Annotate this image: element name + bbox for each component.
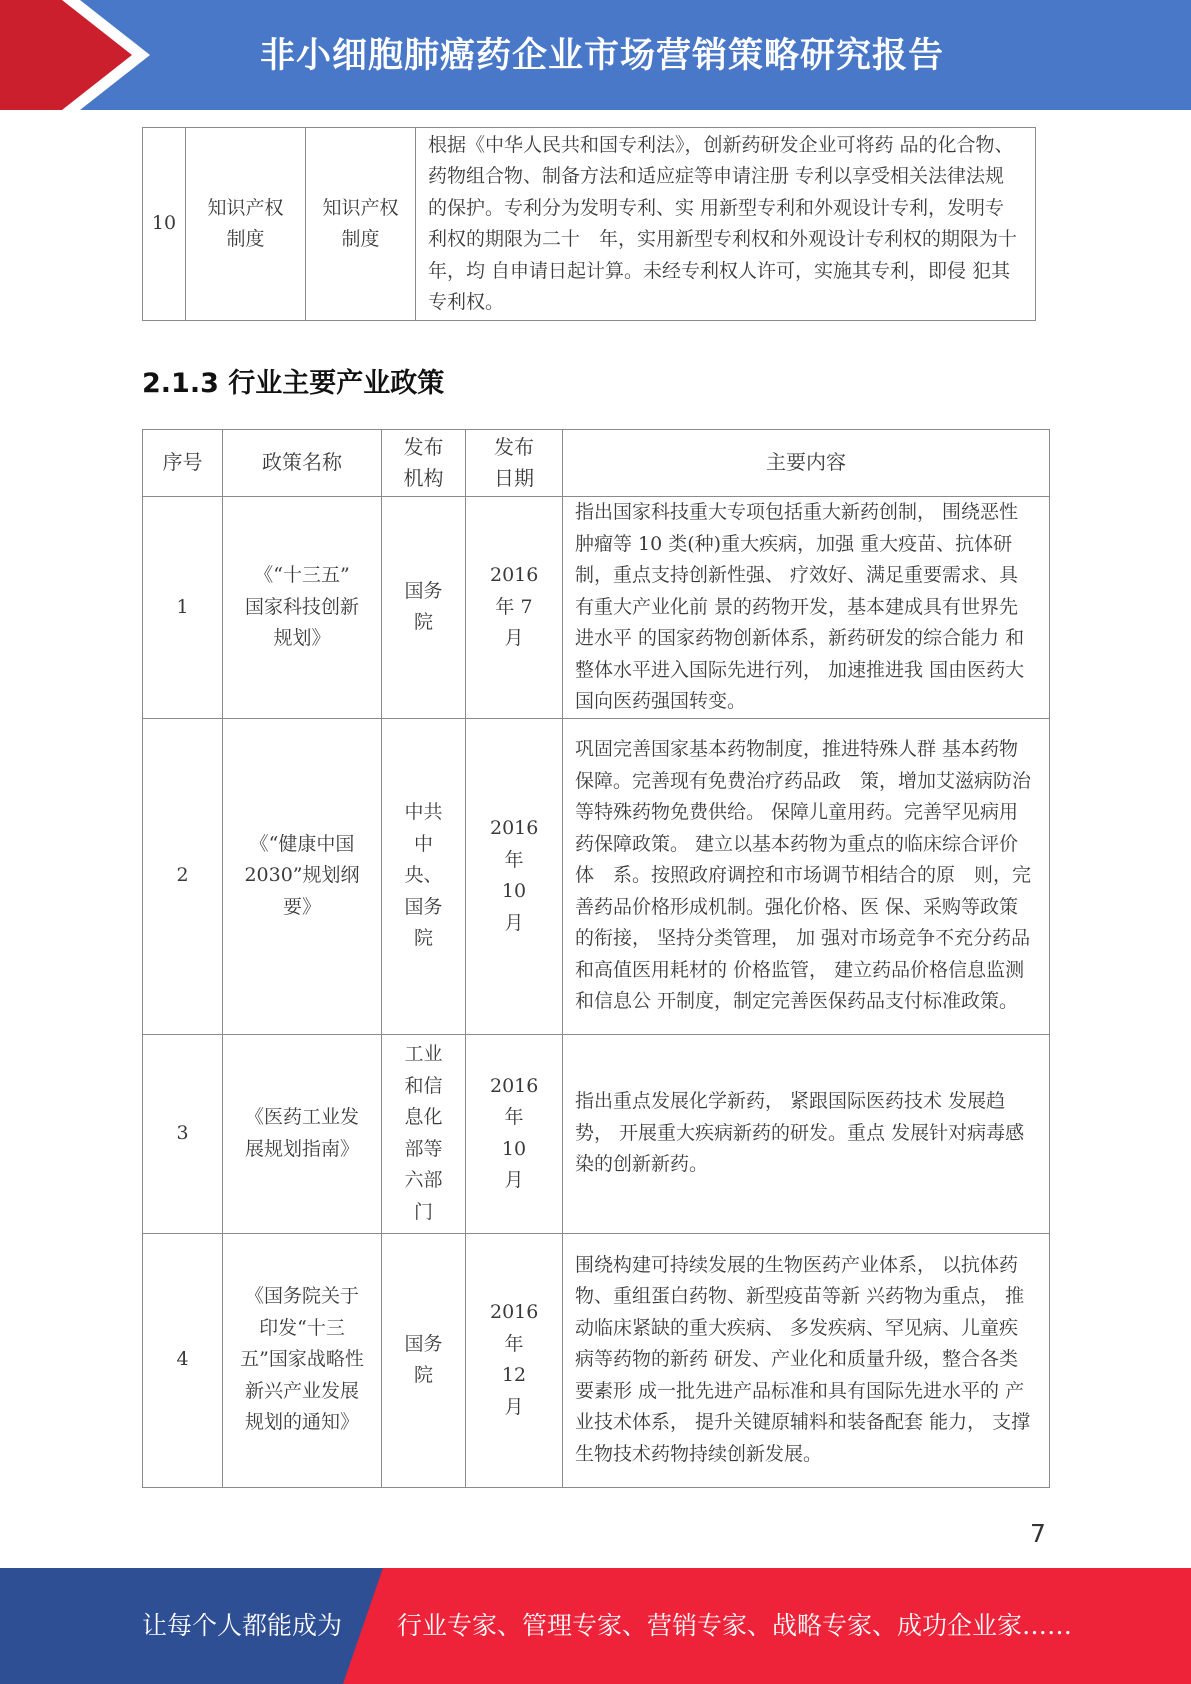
policy-name: 《医药工业发展规划指南》 [223, 1034, 382, 1233]
table-row [143, 718, 1050, 1034]
policy-date: 2016 年 10 月 [466, 718, 563, 1034]
policy-table [142, 429, 1050, 1488]
row-index: 2 [143, 718, 223, 1034]
policy-date: 2016 年 7 月 [466, 497, 563, 719]
row-subcategory: 知识产权制度 [306, 128, 416, 321]
header-publisher: 发布机构 [382, 430, 466, 497]
policy-publisher: 国务院 [382, 497, 466, 719]
policy-name: 《“十三五” 国家科技创新规划》 [223, 497, 382, 719]
policy-date: 2016 年 10 月 [466, 1034, 563, 1233]
page-header [0, 0, 1191, 110]
header-index: 序号 [143, 430, 223, 497]
table-row [143, 1034, 1050, 1233]
policy-content: 指出重点发展化学新药， 紧跟国际医药技术 发展趋势， 开展重大疾病新药的研发。重点 发展针对病毒感染的创新新药。 [563, 1034, 1050, 1233]
policy-publisher: 工业和信息化部等六部门 [382, 1034, 466, 1233]
row-index: 3 [143, 1034, 223, 1233]
policy-publisher: 中共中央、国务院 [382, 718, 466, 1034]
page-number: 7 [1030, 1519, 1046, 1548]
header-name: 政策名称 [223, 430, 382, 497]
page-footer [0, 1568, 1191, 1684]
policy-name: 《国务院关于印发“十三五”国家战略性新兴产业发展规划的通知》 [223, 1233, 382, 1487]
footer-slogan-right: 行业专家、管理专家、营销专家、战略专家、成功企业家…… [397, 1611, 1073, 1640]
policy-content: 围绕构建可持续发展的生物医药产业体系， 以抗体药物、重组蛋白药物、新型疫苗等新 兴药物为重点， 推动临床紧缺的重大疾病、 多发疾病、罕见病、儿童疾病等药物的新药 研发、产业化和质量升级，整合各类要素形 成一批先进产品标准和具有国际先进水平的 产业技术体系， 提升关键原辅料和装备配套 能力， 支撑生物技术药物持续创新发展。 [563, 1233, 1050, 1487]
header-content: 主要内容 [563, 430, 1050, 497]
table-row [143, 128, 1036, 321]
table-row [143, 497, 1050, 719]
row-index: 4 [143, 1233, 223, 1487]
policy-name: 《“健康中国2030”规划纲要》 [223, 718, 382, 1034]
row-index: 1 [143, 497, 223, 719]
policy-content: 指出国家科技重大专项包括重大新药创制， 围绕恶性肿瘤等 10 类(种)重大疾病，加强 重大疫苗、抗体研制，重点支持创新性强、 疗效好、满足重要需求、具有重大产业化前 景的药物开发，基本建成具有世界先进水平 的国家药物创新体系，新药研发的综合能力 和整体水平进入国际先进行列， 加速推进我 国由医药大国向医药强国转变。 [563, 497, 1050, 719]
policy-date: 2016 年 12 月 [466, 1233, 563, 1487]
footer-slogan-left: 让每个人都能成为 [142, 1611, 343, 1640]
policy-content: 巩固完善国家基本药物制度，推进特殊人群 基本药物保障。完善现有免费治疗药品政 策，增加艾滋病防治等特殊药物免费供给。 保障儿童用药。完善罕见病用药保障政策。 建立以基本药物为重点的临床综合评价体 系。按照政府调控和市场调节相结合的原 则，完善药品价格形成机制。强化价格、医 保、采购等政策的衔接， 坚持分类管理， 加 强对市场竞争不充分药品和高值医用耗材的 价格监管， 建立药品价格信息监测和信息公 开制度，制定完善医保药品支付标准政策。 [563, 718, 1050, 1034]
header-date: 发布日期 [466, 430, 563, 497]
policy-publisher: 国务院 [382, 1233, 466, 1487]
table-header-row [143, 430, 1050, 497]
report-title: 非小细胞肺癌药企业市场营销策略研究报告 [260, 36, 945, 76]
row-category: 知识产权制度 [186, 128, 306, 321]
row-content: 根据《中华人民共和国专利法》，创新药研发企业可将药 品的化合物、药物组合物、制备方法和适应症等申请注册 专利以享受相关法律法规的保护。专利分为发明专利、实 用新型专利和外观设计专利，发明专利权的期限为二十 年，实用新型专利权和外观设计专利权的期限为十年，均 自申请日起计算。未经专利权人许可，实施其专利，即侵 犯其专利权。 [416, 128, 1036, 321]
table-row [143, 1233, 1050, 1487]
row-index: 10 [143, 128, 186, 321]
section-heading: 2.1.3 行业主要产业政策 [142, 368, 445, 399]
continuation-table [142, 127, 1036, 321]
